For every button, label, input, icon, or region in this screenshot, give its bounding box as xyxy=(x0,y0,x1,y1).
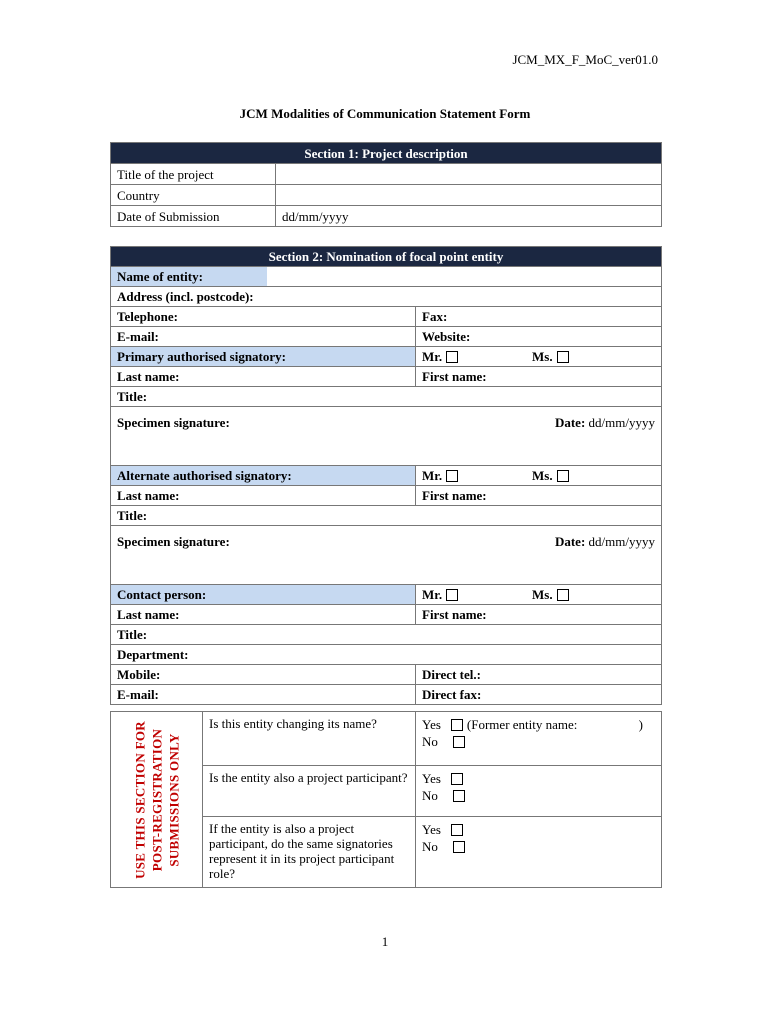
section2-header: Section 2: Nomination of focal point entity xyxy=(111,247,662,267)
question-name-change: Is this entity changing its name? xyxy=(203,712,416,766)
primary-signatory-cell xyxy=(111,347,416,367)
specimen-signature-label: Specimen signature: xyxy=(117,415,230,430)
section2-table xyxy=(110,246,662,705)
alternate-signature-field[interactable] xyxy=(111,526,662,585)
submission-date-label: Date of Submission xyxy=(111,206,276,227)
no-label: No xyxy=(422,734,438,749)
contact-person-label: Contact person: xyxy=(111,585,415,604)
contact-ms-checkbox[interactable] xyxy=(557,589,569,601)
alternate-first-name-field[interactable] xyxy=(416,486,662,506)
fax-field[interactable] xyxy=(416,307,662,327)
website-field[interactable] xyxy=(416,327,662,347)
direct-tel-label: Direct tel.: xyxy=(422,667,481,682)
primary-last-name-field[interactable] xyxy=(111,367,416,387)
former-name-label: (Former entity name: xyxy=(466,717,578,732)
answer-project-participant xyxy=(416,766,662,817)
address-label: Address (incl. postcode): xyxy=(117,289,254,304)
date-label: Date: xyxy=(554,415,586,430)
alternate-title-field[interactable] xyxy=(111,506,662,526)
primary-salutation-cell xyxy=(416,347,662,367)
contact-person-cell xyxy=(111,585,416,605)
ms-label: Ms. xyxy=(532,349,553,364)
alternate-signatory-cell xyxy=(111,466,416,486)
last-name-label: Last name: xyxy=(117,488,180,503)
name-change-no-checkbox[interactable] xyxy=(453,736,465,748)
contact-last-name-field[interactable] xyxy=(111,605,416,625)
mr-label: Mr. xyxy=(422,349,443,364)
direct-tel-field[interactable] xyxy=(416,665,662,685)
date-label: Date: xyxy=(554,534,586,549)
same-signatories-no-checkbox[interactable] xyxy=(453,841,465,853)
department-label: Department: xyxy=(117,647,189,662)
participant-no-checkbox[interactable] xyxy=(453,790,465,802)
question-project-participant: Is the entity also a project participant? xyxy=(203,766,416,817)
specimen-signature-label: Specimen signature: xyxy=(117,534,230,549)
alternate-mr-checkbox[interactable] xyxy=(446,470,458,482)
primary-first-name-field[interactable] xyxy=(416,367,662,387)
project-title-label: Title of the project xyxy=(111,164,276,185)
alternate-signatory-label: Alternate authorised signatory: xyxy=(111,466,415,485)
side-label-line2: POST-REGISTRATION xyxy=(149,728,164,871)
submission-date-field[interactable]: dd/mm/yyyy xyxy=(276,206,662,227)
yes-label: Yes xyxy=(422,771,441,786)
alternate-ms-checkbox[interactable] xyxy=(557,470,569,482)
yes-label: Yes xyxy=(422,822,441,837)
entity-name-field[interactable] xyxy=(111,267,662,287)
contact-title-field[interactable] xyxy=(111,625,662,645)
contact-email-field[interactable] xyxy=(111,685,416,705)
former-name-close: ) xyxy=(638,717,643,732)
mr-label: Mr. xyxy=(422,468,443,483)
primary-title-field[interactable] xyxy=(111,387,662,407)
department-field[interactable] xyxy=(111,645,662,665)
title-label: Title: xyxy=(117,508,148,523)
mobile-field[interactable] xyxy=(111,665,416,685)
email-label: E-mail: xyxy=(117,687,159,702)
primary-ms-checkbox[interactable] xyxy=(557,351,569,363)
contact-first-name-field[interactable] xyxy=(416,605,662,625)
country-field[interactable] xyxy=(276,185,662,206)
ms-label: Ms. xyxy=(532,468,553,483)
no-label: No xyxy=(422,839,438,854)
first-name-label: First name: xyxy=(422,369,487,384)
mobile-label: Mobile: xyxy=(117,667,161,682)
side-label-line3: SUBMISSIONS ONLY xyxy=(166,732,181,867)
same-signatories-yes-checkbox[interactable] xyxy=(451,824,463,836)
title-label: Title: xyxy=(117,627,148,642)
side-label-line1: USE THIS SECTION FOR xyxy=(132,720,147,879)
project-title-field[interactable] xyxy=(276,164,662,185)
website-label: Website: xyxy=(422,329,471,344)
date-value: dd/mm/yyyy xyxy=(588,534,655,549)
answer-same-signatories xyxy=(416,817,662,888)
date-value: dd/mm/yyyy xyxy=(588,415,655,430)
primary-signature-field[interactable] xyxy=(111,407,662,466)
yes-label: Yes xyxy=(422,717,441,732)
ms-label: Ms. xyxy=(532,587,553,602)
section1-table xyxy=(110,142,662,227)
first-name-label: First name: xyxy=(422,607,487,622)
entity-name-label: Name of entity: xyxy=(111,267,267,286)
primary-signatory-label: Primary authorised signatory: xyxy=(111,347,415,366)
document-id: JCM_MX_F_MoC_ver01.0 xyxy=(512,52,658,67)
last-name-label: Last name: xyxy=(117,607,180,622)
participant-yes-checkbox[interactable] xyxy=(451,773,463,785)
email-field[interactable] xyxy=(111,327,416,347)
no-label: No xyxy=(422,788,438,803)
direct-fax-field[interactable] xyxy=(416,685,662,705)
section1-header: Section 1: Project description xyxy=(111,143,662,164)
last-name-label: Last name: xyxy=(117,369,180,384)
page-number: 1 xyxy=(381,934,389,949)
name-change-yes-checkbox[interactable] xyxy=(451,719,463,731)
post-registration-table xyxy=(110,711,662,888)
country-label: Country xyxy=(111,185,276,206)
email-label: E-mail: xyxy=(117,329,159,344)
address-field[interactable] xyxy=(111,287,662,307)
question-same-signatories: If the entity is also a project participant, do the same signatories represent it in its project participant role? xyxy=(203,817,416,888)
form-title: JCM Modalities of Communication Statement Form xyxy=(239,106,531,121)
alternate-salutation-cell xyxy=(416,466,662,486)
fax-label: Fax: xyxy=(422,309,448,324)
first-name-label: First name: xyxy=(422,488,487,503)
contact-mr-checkbox[interactable] xyxy=(446,589,458,601)
contact-salutation-cell xyxy=(416,585,662,605)
answer-name-change xyxy=(416,712,662,766)
post-registration-side-label xyxy=(111,712,203,888)
primary-mr-checkbox[interactable] xyxy=(446,351,458,363)
alternate-last-name-field[interactable] xyxy=(111,486,416,506)
title-label: Title: xyxy=(117,389,148,404)
telephone-label: Telephone: xyxy=(117,309,178,324)
direct-fax-label: Direct fax: xyxy=(422,687,482,702)
mr-label: Mr. xyxy=(422,587,443,602)
telephone-field[interactable] xyxy=(111,307,416,327)
